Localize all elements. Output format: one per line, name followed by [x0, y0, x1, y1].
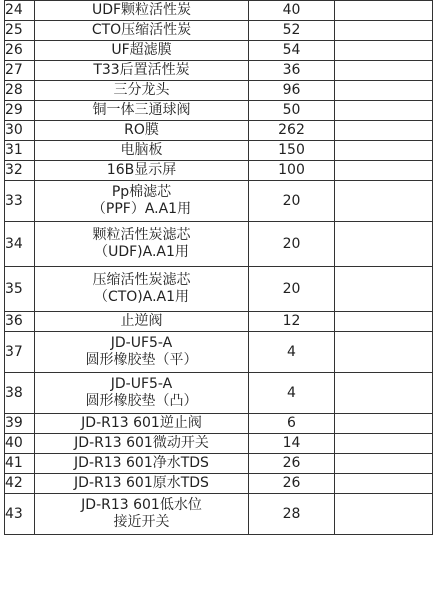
row-number: 34 — [5, 222, 35, 267]
part-name — [35, 494, 249, 535]
table-row — [5, 41, 433, 61]
part-name-line: 接近开关 — [113, 514, 170, 530]
part-name — [35, 181, 249, 222]
parts-table-body — [5, 1, 433, 535]
part-name-line: JD-R13 601低水位 — [81, 497, 202, 513]
part-quantity: 4 — [249, 332, 335, 373]
part-name — [35, 434, 249, 454]
empty-cell — [335, 181, 433, 222]
part-quantity: 20 — [249, 222, 335, 267]
part-quantity: 96 — [249, 81, 335, 101]
row-number: 30 — [5, 121, 35, 141]
empty-cell — [335, 61, 433, 81]
part-quantity: 4 — [249, 373, 335, 414]
table-row — [5, 434, 433, 454]
part-name-line: 电脑板 — [120, 142, 163, 158]
part-name-line: 止逆阀 — [120, 313, 163, 329]
part-name-line: JD-R13 601逆止阀 — [81, 415, 202, 431]
part-quantity: 36 — [249, 61, 335, 81]
part-quantity: 26 — [249, 474, 335, 494]
part-name-line: 压缩活性炭滤芯 — [92, 272, 191, 288]
empty-cell — [335, 332, 433, 373]
empty-cell — [335, 414, 433, 434]
part-quantity: 12 — [249, 312, 335, 332]
part-name-line: CTO压缩活性炭 — [91, 22, 192, 38]
row-number: 24 — [5, 1, 35, 21]
part-quantity: 40 — [249, 1, 335, 21]
part-name — [35, 373, 249, 414]
table-row — [5, 61, 433, 81]
table-row — [5, 373, 433, 414]
row-number: 39 — [5, 414, 35, 434]
row-number: 35 — [5, 267, 35, 312]
part-name-line: UDF颗粒活性炭 — [91, 2, 192, 18]
table-row — [5, 21, 433, 41]
part-name-line: JD-R13 601微动开关 — [74, 435, 209, 451]
part-quantity: 20 — [249, 267, 335, 312]
part-name-line: T33后置活性炭 — [93, 62, 190, 78]
part-name-line: 三分龙头 — [113, 82, 170, 98]
empty-cell — [335, 454, 433, 474]
empty-cell — [335, 494, 433, 535]
empty-cell — [335, 81, 433, 101]
part-quantity: 26 — [249, 454, 335, 474]
table-row — [5, 101, 433, 121]
table-row — [5, 454, 433, 474]
row-number: 33 — [5, 181, 35, 222]
table-row — [5, 222, 433, 267]
part-name-line: Pp棉滤芯 — [111, 184, 172, 200]
empty-cell — [335, 222, 433, 267]
part-name — [35, 474, 249, 494]
row-number: 25 — [5, 21, 35, 41]
row-number: 38 — [5, 373, 35, 414]
table-row — [5, 414, 433, 434]
table-row — [5, 181, 433, 222]
part-name-line: RO膜 — [124, 122, 159, 138]
part-name-line: UF超滤膜 — [111, 42, 172, 58]
empty-cell — [335, 141, 433, 161]
table-row — [5, 141, 433, 161]
part-name — [35, 414, 249, 434]
row-number: 28 — [5, 81, 35, 101]
part-name-line: （CTO)A.A1用 — [93, 289, 190, 305]
row-number: 41 — [5, 454, 35, 474]
table-row — [5, 494, 433, 535]
part-name-line: （UDF)A.A1用 — [94, 244, 189, 260]
part-name-line: JD-UF5-A — [110, 335, 173, 351]
row-number: 26 — [5, 41, 35, 61]
part-name-line: JD-UF5-A — [110, 376, 173, 392]
empty-cell — [335, 21, 433, 41]
table-row — [5, 121, 433, 141]
part-name — [35, 267, 249, 312]
part-name-line: JD-R13 601原水TDS — [74, 475, 209, 491]
part-quantity: 262 — [249, 121, 335, 141]
empty-cell — [335, 1, 433, 21]
empty-cell — [335, 101, 433, 121]
row-number: 43 — [5, 494, 35, 535]
part-name — [35, 1, 249, 21]
part-name — [35, 161, 249, 181]
table-row — [5, 81, 433, 101]
empty-cell — [335, 434, 433, 454]
part-name — [35, 141, 249, 161]
part-name-line: 圆形橡胶垫（凸） — [85, 393, 198, 409]
part-quantity: 150 — [249, 141, 335, 161]
table-row — [5, 1, 433, 21]
part-quantity: 54 — [249, 41, 335, 61]
part-name — [35, 21, 249, 41]
empty-cell — [335, 41, 433, 61]
part-quantity: 6 — [249, 414, 335, 434]
part-name — [35, 454, 249, 474]
part-name-line: （PPF）A.A1用 — [91, 201, 192, 217]
empty-cell — [335, 161, 433, 181]
part-name — [35, 121, 249, 141]
part-quantity: 28 — [249, 494, 335, 535]
empty-cell — [335, 121, 433, 141]
row-number: 32 — [5, 161, 35, 181]
part-name-line: 颗粒活性炭滤芯 — [92, 227, 191, 243]
table-row — [5, 267, 433, 312]
part-name — [35, 41, 249, 61]
table-row — [5, 474, 433, 494]
row-number: 37 — [5, 332, 35, 373]
part-name — [35, 61, 249, 81]
part-name — [35, 332, 249, 373]
part-name — [35, 101, 249, 121]
empty-cell — [335, 312, 433, 332]
parts-table — [4, 0, 433, 535]
part-name-line: JD-R13 601净水TDS — [74, 455, 209, 471]
part-name — [35, 81, 249, 101]
row-number: 40 — [5, 434, 35, 454]
empty-cell — [335, 267, 433, 312]
row-number: 36 — [5, 312, 35, 332]
empty-cell — [335, 474, 433, 494]
part-quantity: 20 — [249, 181, 335, 222]
part-quantity: 100 — [249, 161, 335, 181]
table-row — [5, 161, 433, 181]
part-quantity: 52 — [249, 21, 335, 41]
row-number: 31 — [5, 141, 35, 161]
empty-cell — [335, 373, 433, 414]
row-number: 27 — [5, 61, 35, 81]
table-row — [5, 312, 433, 332]
part-quantity: 14 — [249, 434, 335, 454]
part-name — [35, 222, 249, 267]
part-name-line: 铜一体三通球阀 — [92, 102, 191, 118]
part-name — [35, 312, 249, 332]
part-name-line: 圆形橡胶垫（平） — [85, 352, 198, 368]
part-quantity: 50 — [249, 101, 335, 121]
row-number: 29 — [5, 101, 35, 121]
part-name-line: 16B显示屏 — [106, 162, 177, 178]
table-row — [5, 332, 433, 373]
row-number: 42 — [5, 474, 35, 494]
